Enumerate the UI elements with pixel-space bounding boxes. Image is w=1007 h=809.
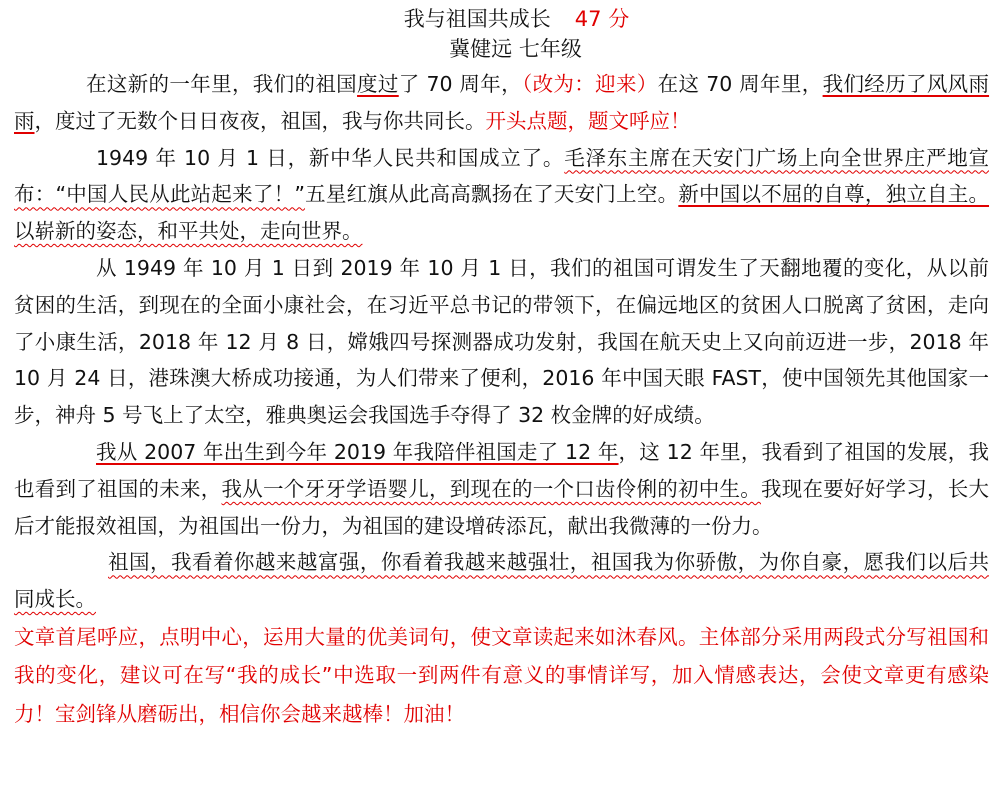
score-mark: 47 分 [574, 7, 630, 31]
paragraph-1 [14, 66, 989, 140]
p1-text-g: ，度过了无数个日日夜夜，祖国，我与你共同长。 [34, 108, 486, 133]
paragraph-2 [14, 140, 989, 250]
p5-wavy-text: 祖国，我看着你越来越富强，你看着我越来越强壮，祖国我为你骄傲，为你自豪，愿我们以后共同成长。 [14, 550, 989, 612]
p1-underlined-phrase: 我们经历了风风雨雨 [14, 72, 990, 133]
p4-wavy-sentence: 我从一个牙牙学语婴儿，到现在的一个口齿伶俐的初中生。 [221, 476, 761, 501]
p2-text-a: 1949 年 10 月 1 日，新中华人民共和国成立了。 [96, 145, 565, 170]
p1-teacher-note: 开头点题，题文呼应！ [485, 108, 691, 133]
p2-underlined-sentence: 新中国以不屈的自尊，独立自主。 [678, 182, 990, 207]
p2-wavy-sentence-1: 毛泽东主席在天安门广场上向全世界庄严地宣布：“中国人民从此站起来了！” [14, 145, 989, 207]
p4-underlined-sentence: 我从 2007 年出生到今年 2019 年我陪伴祖国走了 12 年 [96, 439, 619, 464]
p1-text-c: 了 70 周年， [398, 72, 522, 96]
paragraph-3: 从 1949 年 10 月 1 日到 2019 年 10 月 1 日，我们的祖国可谓发生了天翻地覆的变化，从以前贫困的生活，到现在的全面小康社会，在习近平总书记的带领下，在偏远地区的贫困人口脱离了贫困，走向了小康生活，2018 年 12 月 8 日，嫦娥四号探测器成功发射，我国在航天史上又向前迈进一步，2018 年 10 月 24 日，港珠澳大桥成功接通，为人们带来了便利，2016 年中国天眼 FAST，使中国领先其他国家一步，神舟 5 号飞上了太空，雅典奥运会我国选手夺得了 32 枚金牌的好成绩。 [14, 255, 989, 428]
p4-text-b: ，这 12 年里，我看到了祖国的发展，我也看到了祖国的未来， [14, 439, 989, 501]
p2-text-c: 五星红旗从此高高飘扬在了天安门上空。 [304, 182, 679, 207]
p1-underlined-word: 度过 [357, 72, 399, 96]
paragraph-5 [14, 544, 989, 618]
p1-text-a: 在这新的一年里，我们的祖国 [86, 72, 358, 96]
author-line: 冀健远 七年级 [449, 37, 582, 61]
p2-wavy-sentence-2: 以崭新的姿态，和平共处，走向世界。 [14, 219, 363, 244]
p4-text-d: 我现在要好好学习，长大后才能报效祖国，为祖国出一份力，为祖国的建设增砖添瓦，献出我微薄的一份力。 [14, 476, 989, 538]
title-text: 我与祖国共成长 [403, 7, 551, 31]
essay-title [44, 4, 989, 34]
paragraph-4 [14, 434, 989, 544]
teacher-comment: 文章首尾呼应，点明中心，运用大量的优美词句，使文章读起来如沐春风。主体部分采用两段式分写祖国和我的变化，建议可在写“我的成长”中选取一到两件有意义的事情详写，加入情感表达，会使文章更有感染力！宝剑锋从磨砺出，相信你会越来越棒！加油！ [14, 624, 989, 726]
p1-correction: （改为：迎来） [521, 72, 658, 96]
p1-text-e: 在这 70 周年里， [657, 72, 823, 96]
